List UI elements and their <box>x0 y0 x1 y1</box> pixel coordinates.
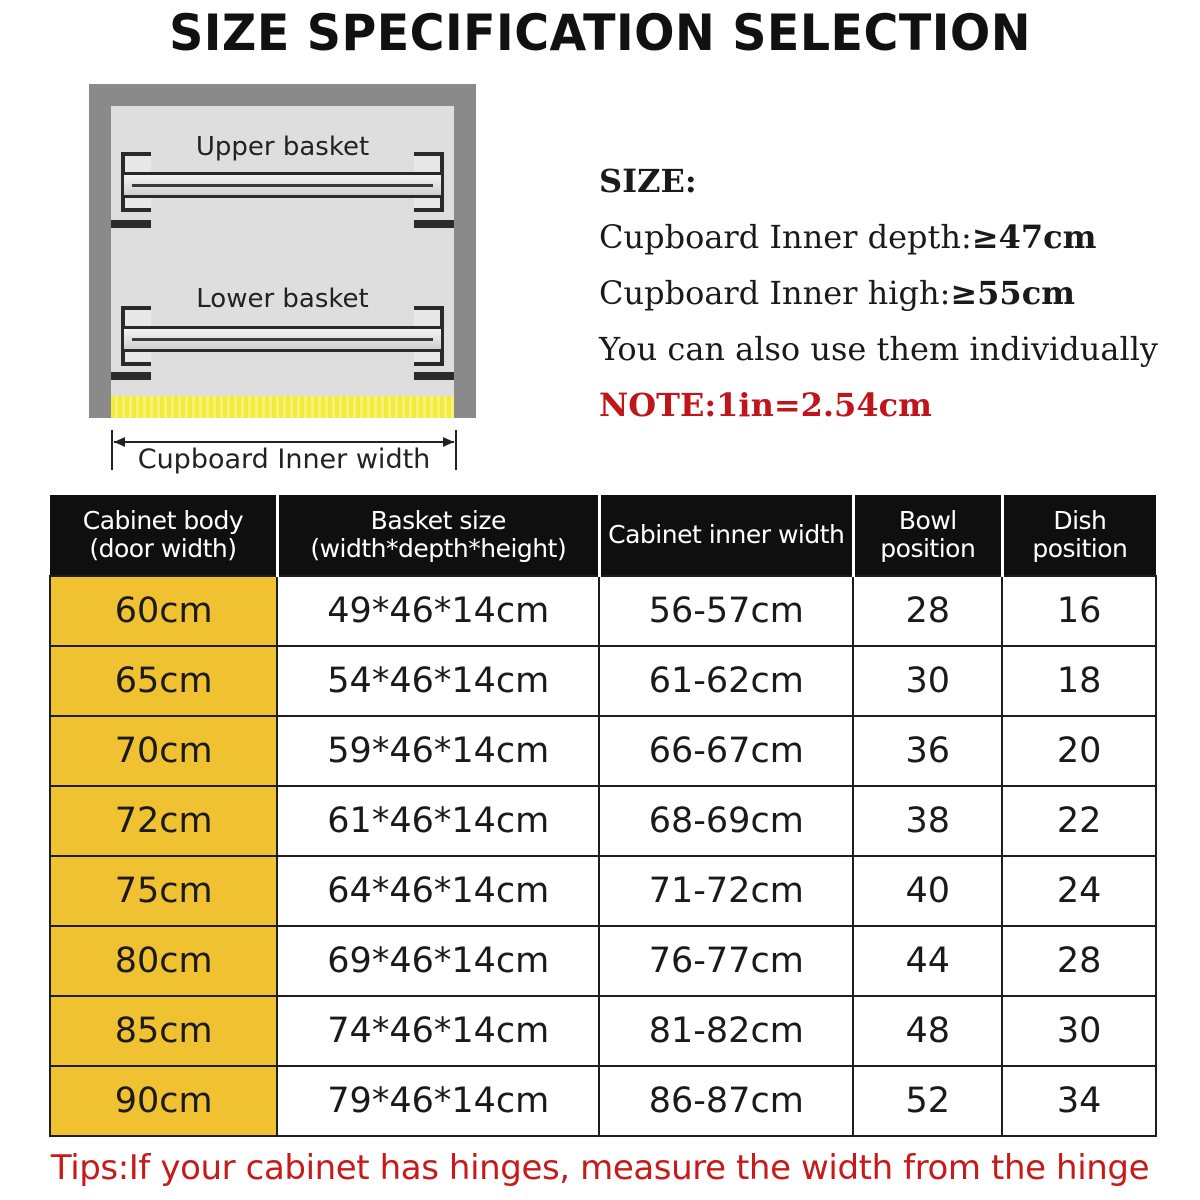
upper-left-foot <box>111 220 151 228</box>
bowl-position-cell: 44 <box>853 926 1002 996</box>
bowl-position-cell: 30 <box>853 646 1002 716</box>
basket-size-cell: 69*46*14cm <box>277 926 599 996</box>
cabinet-body-cell: 90cm <box>50 1066 277 1136</box>
table-row <box>50 716 1156 786</box>
basket-size-cell: 74*46*14cm <box>277 996 599 1066</box>
bowl-position-cell: 52 <box>853 1066 1002 1136</box>
upper-right-foot <box>414 220 454 228</box>
bowl-position-cell: 48 <box>853 996 1002 1066</box>
header-basket-size: Basket size (width*depth*height) <box>277 495 599 576</box>
cabinet-body-cell: 80cm <box>50 926 277 996</box>
table-row <box>50 576 1156 646</box>
cabinet-body-cell: 72cm <box>50 786 277 856</box>
individual-use-note: You can also use them individually <box>599 330 1158 368</box>
dish-position-cell: 24 <box>1002 856 1156 926</box>
cabinet-interior <box>111 106 454 418</box>
table-row <box>50 646 1156 716</box>
bowl-position-cell: 36 <box>853 716 1002 786</box>
header-cabinet-body: Cabinet body (door width) <box>50 495 277 576</box>
inner-width-cell: 81-82cm <box>599 996 853 1066</box>
cabinet-diagram <box>89 84 476 418</box>
lower-basket-label: Lower basket <box>196 284 369 314</box>
table-row <box>50 856 1156 926</box>
dish-position-cell: 28 <box>1002 926 1156 996</box>
header-bowl-position: Bowl position <box>853 495 1002 576</box>
inner-high-line: Cupboard Inner high:≥55cm <box>599 274 1076 312</box>
table-row <box>50 1066 1156 1136</box>
bowl-position-cell: 40 <box>853 856 1002 926</box>
cabinet-floor-strip <box>111 396 454 418</box>
bowl-position-cell: 38 <box>853 786 1002 856</box>
cabinet-body-cell: 75cm <box>50 856 277 926</box>
basket-size-cell: 64*46*14cm <box>277 856 599 926</box>
header-cabinet-inner-width: Cabinet inner width <box>599 495 853 576</box>
dish-position-cell: 16 <box>1002 576 1156 646</box>
size-heading: SIZE: <box>599 162 697 200</box>
inner-width-cell: 66-67cm <box>599 716 853 786</box>
upper-basket-label: Upper basket <box>195 132 370 162</box>
page-title: SIZE SPECIFICATION SELECTION <box>169 4 1031 62</box>
dish-position-cell: 30 <box>1002 996 1156 1066</box>
upper-basket-rail <box>121 172 444 198</box>
dish-position-cell: 20 <box>1002 716 1156 786</box>
inner-depth-line: Cupboard Inner depth:≥47cm <box>599 218 1097 256</box>
dish-position-cell: 18 <box>1002 646 1156 716</box>
dish-position-cell: 22 <box>1002 786 1156 856</box>
dish-position-cell: 34 <box>1002 1066 1156 1136</box>
table-row <box>50 786 1156 856</box>
table-row <box>50 996 1156 1066</box>
basket-size-cell: 61*46*14cm <box>277 786 599 856</box>
cupboard-width-label: Cupboard Inner width <box>137 444 431 475</box>
inner-width-cell: 56-57cm <box>599 576 853 646</box>
size-spec-table <box>49 495 1157 1137</box>
table-header-row <box>50 495 1156 576</box>
inner-width-cell: 61-62cm <box>599 646 853 716</box>
lower-basket-rail <box>121 326 444 352</box>
inner-width-cell: 76-77cm <box>599 926 853 996</box>
basket-size-cell: 54*46*14cm <box>277 646 599 716</box>
basket-size-cell: 49*46*14cm <box>277 576 599 646</box>
basket-size-cell: 59*46*14cm <box>277 716 599 786</box>
inner-width-cell: 68-69cm <box>599 786 853 856</box>
lower-right-foot <box>414 372 454 380</box>
inner-width-cell: 86-87cm <box>599 1066 853 1136</box>
cabinet-body-cell: 85cm <box>50 996 277 1066</box>
inner-width-cell: 71-72cm <box>599 856 853 926</box>
lower-left-foot <box>111 372 151 380</box>
bowl-position-cell: 28 <box>853 576 1002 646</box>
cabinet-body-cell: 60cm <box>50 576 277 646</box>
hinge-tip: Tips:If your cabinet has hinges, measure the width from the hinge <box>50 1148 1150 1188</box>
cabinet-body-cell: 70cm <box>50 716 277 786</box>
cabinet-body-cell: 65cm <box>50 646 277 716</box>
table-row <box>50 926 1156 996</box>
header-dish-position: Dish position <box>1002 495 1156 576</box>
basket-size-cell: 79*46*14cm <box>277 1066 599 1136</box>
conversion-note: NOTE:1in=2.54cm <box>599 386 932 424</box>
